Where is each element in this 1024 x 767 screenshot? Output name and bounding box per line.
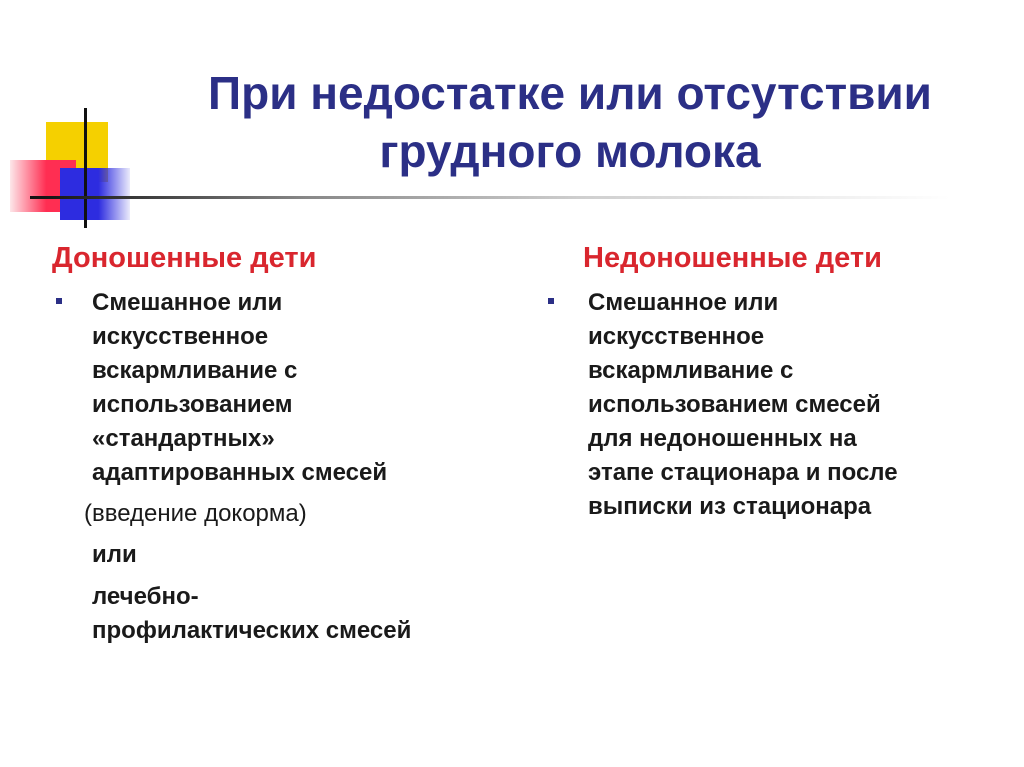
decorative-squares-ornament [0,0,150,240]
left-column-item-2: лечебно- профилактических смесей [92,583,412,644]
vertical-line-decoration [84,108,87,228]
left-column-item-1: Смешанное или искусственное вскармливание с использованием «стандартных» адаптированных смесей [92,289,388,486]
blue-square-decoration [60,168,130,220]
left-column-or: или [92,541,137,568]
left-column-note: (введение докорма) [84,500,307,527]
right-column-heading: Недоношенные дети [583,242,882,274]
slide-title-line-1: При недостатке или отсутствии [208,67,932,119]
slide-title-line-2: грудного молока [379,125,761,177]
title-underline-divider [30,196,950,199]
left-column-heading: Доношенные дети [52,242,317,274]
right-column-item-1: Смешанное или искусственное вскармливание с использованием смесей для недоношенных на этапе стационара и после выписки из стационара [588,289,898,520]
right-bullet-icon [548,298,554,304]
slide-title [130,64,1010,180]
left-bullet-icon [56,298,62,304]
